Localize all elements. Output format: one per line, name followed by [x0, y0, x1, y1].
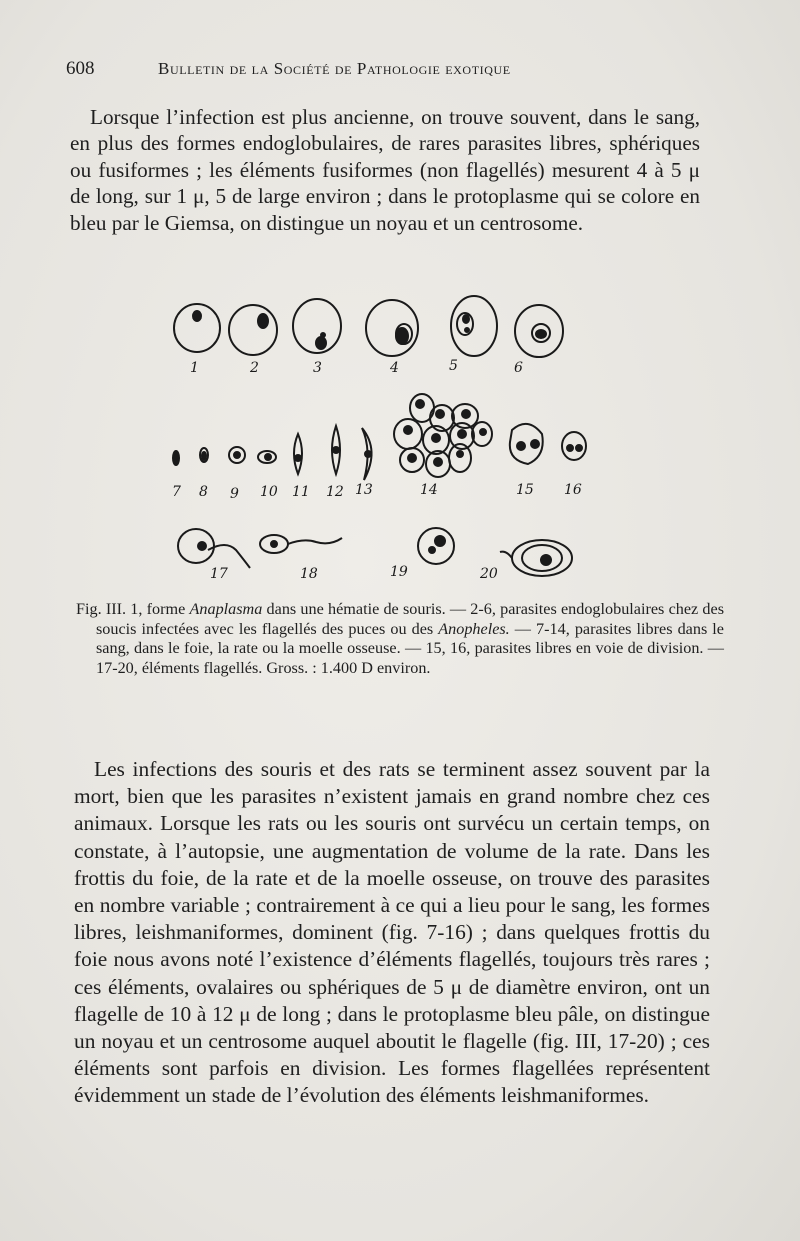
cell-4 [366, 300, 418, 356]
figure-label-13: 13 [355, 482, 373, 498]
figure-caption [76, 600, 724, 678]
flagellate-19 [418, 528, 454, 564]
figure-label-1: 1 [190, 360, 199, 376]
figure-label-2: 2 [250, 360, 259, 376]
figure-label-17: 17 [210, 566, 228, 582]
caption-text-3: — 7-14, parasites libres dans le sang, dans le foie, la rate ou la moelle osseuse. — 15, 16, parasites libres en voie de division. — 17-20, éléments flagellés. Gross. : 1.400 D environ. [96, 619, 724, 677]
cell-1 [174, 304, 220, 352]
parasite-13 [362, 428, 372, 480]
flagellate-17 [178, 529, 250, 568]
figure-label-4: 4 [390, 360, 399, 376]
figure-label-18: 18 [300, 566, 318, 582]
parasite-11 [294, 434, 302, 474]
figure-label-8: 8 [199, 484, 208, 500]
running-title: Bulletin de la Société de Pathologie exotique [158, 59, 511, 78]
cell-3 [293, 299, 341, 353]
cell-6 [515, 305, 563, 357]
cell-5 [451, 296, 497, 356]
figure-label-7: 7 [172, 484, 181, 500]
figure-label-16: 16 [564, 482, 582, 498]
parasite-9 [229, 447, 245, 463]
figure-label-20: 20 [480, 566, 498, 582]
page-header [66, 58, 626, 84]
caption-italic-anaplasma: Anaplasma [189, 600, 263, 618]
figure-iii [150, 288, 600, 598]
figure-label-14: 14 [420, 482, 438, 498]
caption-text-2: dans une hématie de souris. — 2-6, parasites endoglobulaires chez des soucis infectées avec les flagellés des puces ou des [96, 600, 725, 638]
body-paragraph-1: Lorsque l’infection est plus ancienne, on trouve souvent, dans le sang, en plus des formes endoglobulaires, de rares parasites libres, sphériques ou fusiformes ; les éléments fusiformes (non flagellés) mesurent 4 à 5 μ de long, sur 1 μ, 5 de large environ ; dans le protoplasme qui se colore en bleu par le Giemsa, on distingue un noyau et un centrosome. [70, 105, 700, 235]
cell-2 [229, 305, 277, 355]
parasite-15 [510, 424, 543, 464]
parasite-16 [562, 432, 586, 460]
figure-label-5: 5 [449, 358, 458, 374]
flagellate-18 [260, 535, 342, 553]
figure-label-11: 11 [292, 484, 310, 500]
figure-label-19: 19 [390, 564, 408, 580]
page-number: 608 [66, 58, 95, 79]
figure-label-10: 10 [260, 484, 278, 500]
caption-text-1: Fig. III. 1, forme [76, 600, 190, 618]
flagellate-20 [500, 540, 572, 576]
figure-label-6: 6 [514, 360, 523, 376]
parasite-10 [258, 451, 276, 463]
figure-label-15: 15 [516, 482, 534, 498]
parasite-7 [173, 451, 179, 465]
parasite-12 [332, 426, 340, 474]
figure-drawing [150, 288, 600, 598]
parasite-cluster-14 [394, 394, 492, 477]
figure-label-3: 3 [313, 360, 322, 376]
caption-italic-anopheles: Anopheles. [438, 619, 510, 638]
figure-label-12: 12 [326, 484, 344, 500]
body-paragraph-2: Les infections des souris et des rats se terminent assez souvent par la mort, bien que les parasites n’existent jamais en grand nombre chez ces animaux. Lorsque les rats ou les souris ont survécu un certain temps, on constate, à l’autopsie, une augmentation de volume de la rate. Dans les frottis du foie, de la rate et de la moelle osseuse, on trouve des parasites en nombre variable ; contrairement à ce qui a lieu pour le sang, les formes libres, leishmaniformes, dominent (fig. 7-16) ; dans quelques frottis du foie nous avons noté l’existence d’éléments flagellés, toujours très rares ; ces éléments, ovalaires ou sphériques de 5 μ de diamètre environ, ont un flagelle de 10 à 12 μ de long ; dans le protoplasme bleu pâle, on distingue un noyau et un centrosome auquel aboutit le flagelle (fig. III, 17-20) ; ces éléments sont parfois en division. Les formes flagellées représentent évidemment un stade de l’évolution des éléments leishmaniformes. [74, 757, 710, 1108]
parasite-8 [200, 448, 208, 462]
figure-label-9: 9 [230, 486, 239, 502]
